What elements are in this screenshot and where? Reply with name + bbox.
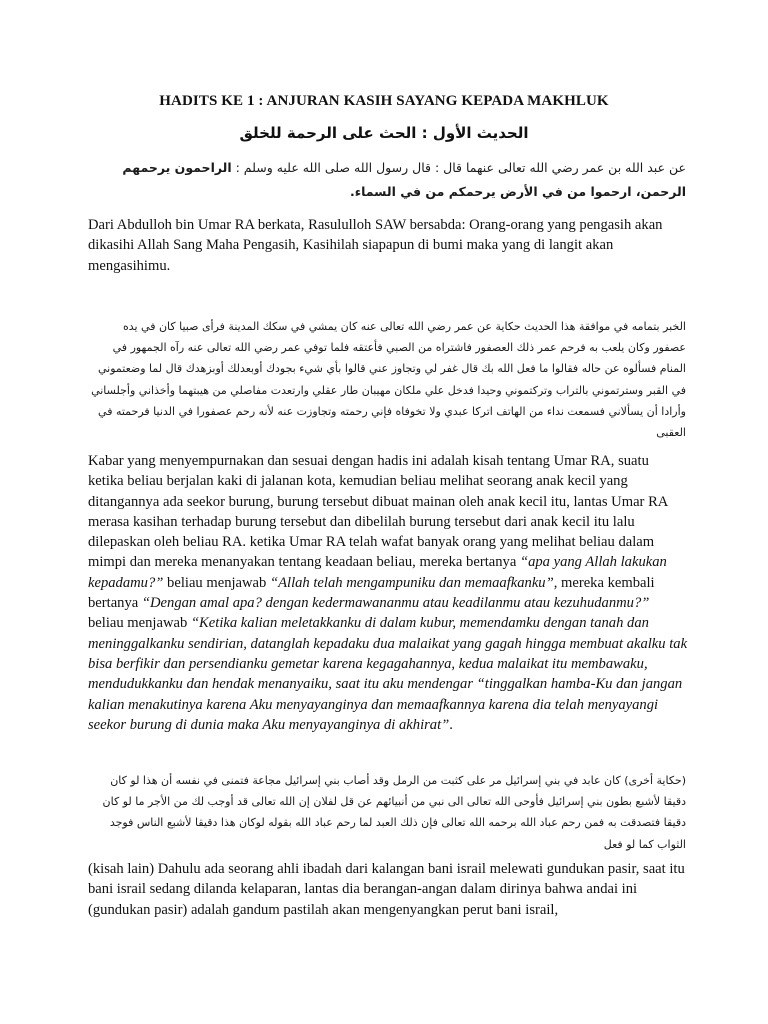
document-title: HADITS KE 1 : ANJURAN KASIH SAYANG KEPADA MAKHLUK (159, 93, 609, 109)
story-latin-text (88, 451, 688, 735)
arabic-subtitle: الحديث الأول : الحث على الرحمة للخلق (239, 124, 529, 142)
story-text-part: Kabar yang menyempurnakan dan sesuai dengan hadis ini adalah kisah tentang Umar RA, suatu ketika beliau berjalan kaki di jalanan kota, kemudian beliau melihat seorang anak kecil yang ditangannya ada seekor burung, burung tersebut dibuat mainan oleh anak kecil itu, lantas Umar RA merasa kasihan terhadap burung tersebut dan dibelilah burung tersebut dari anak kecil itu lalu dilepaskan oleh beliau RA. ketika Umar RA telah wafat banyak orang yang melihat beliau dalam mimpi dan mereka menanyakan tentang keadaan beliau, mereka bertanya (88, 453, 668, 571)
story-quote: “Dengan amal apa? dengan kedermawananmu atau keadilanmu atau kezuhudanmu?” (141, 595, 650, 612)
story-text-part: beliau menjawab (88, 615, 191, 632)
story-quote: “Allah telah mengampuniku dan memaafkanku” (269, 574, 554, 591)
hadith-arabic-text (88, 156, 686, 204)
hadith-arabic-matn: الراحمون يرحمهم الرحمن، ارحموا من في الأرض يرحمكم من في السماء. (122, 160, 686, 199)
story-quote: “apa yang Allah lakukan kepadamu?” (88, 554, 667, 591)
story-text-part: . (449, 716, 453, 733)
hadith-arabic-intro: عن عبد الله بن عمر رضي الله تعالى عنهما قال : قال رسول الله صلى الله عليه وسلم : (231, 160, 686, 175)
story-text-part: beliau menjawab (163, 574, 270, 591)
story2-latin-text: (kisah lain) Dahulu ada seorang ahli ibadah dari kalangan bani israil melewati gundukan pasir, saat itu bani israil sedang dilanda kelaparan, lantas dia berangan-angan dalam dirinya bahwa andai ini (gundukan pasir) adalah gandum pastilah akan mengenyangkan perut bani israil, (88, 861, 685, 918)
story2-arabic-text: (حكاية أخرى) كان عابد في بني إسرائيل مر على كثبت من الرمل وقد أصاب بني إسرائيل مجاعة فتمنى في نفسه أن هذا لو كان دقيقا لأشبع بطون بني إسرائيل فأوحى الله تعالى الى نبي من أنبيائهم عن قل لفلان إن الله تعالى قد أوجب لك من الأجر ما لو كان دقيقا فتصدقت به فمن رحم عباد الله برحمه الله تعالى فإن ذلك العبد لما رحم عباد الله بقوله لوكان هذا دقيقا لأشبع الناس فوجد الثواب كما لو فعل (102, 774, 686, 851)
story-quote: “Ketika kalian meletakkanku di dalam kubur, memendamku dengan tanah dan meninggalkanku sendirian, datanglah kepadaku dua malaikat yang gagah hingga membuat akalku tak bisa berfikir dan persendianku gemetar karena kegagahannya, kedua malaikat itu membawaku, mendudukkanku dan hendak menanyaiku, saat itu aku mendengar “tinggalkan hamba-Ku dan jangan kalian menakutinya karena Aku menyayanginya dan memaafkannya karena dia telah menyayangi seekor burung di dunia maka Aku menyayanginya di akhirat” (88, 615, 688, 733)
story-arabic-text: الخبر بتمامه في موافقة هذا الحديث حكاية عن عمر رضي الله تعالى عنه كان يمشي في سكك المدينة فرأى صبيا كان في يده عصفور وكان يلعب به فرحم عمر ذلك العصفور فاشتراه من الصبي فأعتقه فلما توفي عمر رضي الله تعالى عنه رآه الجمهور في المنام فسألوه عن حاله فقالوا ما فعل الله بك قال غفر لي وتجاوز عني قالوا بأي شيء بجودك أوبعدلك أوبزهدك قال لما وضعتموني في القبر وسترتموني بالتراب وتركتموني وحيدا فدخل علي ملكان مهيبان طار عقلي وارتعدت مفاصلي من هيبتهما وأخذاني وأجلساني وأرادا أن يسألاني فسمعت نداء من الهاتف اتركا عبدي ولا تخوفاه فإني رحمته وتجاوزت عنه لأنه رحم عصفورا في الدنيا فرحمته في العقبى (91, 320, 686, 440)
hadith-translation: Dari Abdulloh bin Umar RA berkata, Rasululloh SAW bersabda: Orang-orang yang pengasih akan dikasihi Allah Sang Maha Pengasih, Kasihilah siapapun di bumi maka yang di langit akan mengasihimu. (88, 217, 663, 274)
story-text-part: , mereka kembali bertanya (88, 574, 655, 612)
